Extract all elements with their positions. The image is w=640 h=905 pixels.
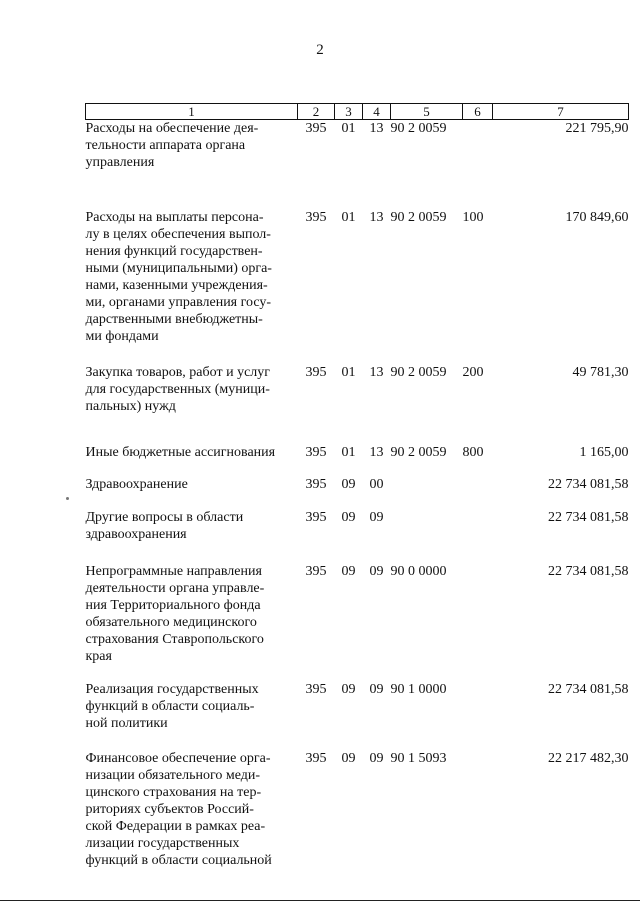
row-code-subsection: 09: [369, 564, 384, 579]
row-code-grbs: 395: [305, 682, 327, 697]
row-code-subsection: 09: [369, 751, 384, 766]
table-row: [86, 563, 629, 681]
row-code-section: 01: [341, 210, 356, 225]
row-code-grbs: 395: [305, 477, 327, 492]
row-code-target: 90 2 0059: [390, 121, 447, 136]
table-row: [86, 750, 629, 869]
row-code-subsection: 00: [369, 477, 384, 492]
row-name: Расходы на обеспечение дея- тельности аппарата органа управления: [85, 121, 259, 170]
table-body: [86, 120, 629, 870]
row-amount: 49 781,30: [572, 365, 629, 380]
row-amount: 22 734 081,58: [548, 564, 629, 579]
row-amount: 22 734 081,58: [548, 477, 629, 492]
row-code-grbs: 395: [305, 510, 327, 525]
row-code-section: 09: [341, 510, 356, 525]
table-row: [86, 444, 629, 476]
table-row: [86, 120, 629, 210]
row-code-grbs: 395: [305, 564, 327, 579]
row-code-target: 90 1 0000: [390, 682, 447, 697]
row-name: Другие вопросы в области здравоохранения: [85, 510, 244, 542]
row-code-section: 01: [341, 445, 356, 460]
row-name: Здравоохранение: [85, 477, 188, 492]
table-row: [86, 681, 629, 750]
column-header-3: 3: [335, 104, 363, 120]
row-code-expense-type: [463, 750, 493, 869]
row-code-subsection: 09: [369, 682, 384, 697]
row-code-section: 01: [341, 365, 356, 380]
table-row: [86, 476, 629, 509]
row-code-expense-type: [463, 476, 493, 509]
row-code-subsection: 13: [369, 445, 384, 460]
row-name: Иные бюджетные ассигнования: [85, 445, 276, 460]
row-code-expense-type: 200: [462, 365, 484, 380]
row-code-expense-type: [463, 681, 493, 750]
row-code-target: 90 0 0000: [390, 564, 447, 579]
column-header-2: 2: [298, 104, 335, 120]
budget-table: [85, 103, 629, 869]
column-header-1: 1: [86, 104, 298, 120]
column-header-5: 5: [391, 104, 463, 120]
row-amount: 22 734 081,58: [548, 682, 629, 697]
table-header-row: [86, 104, 629, 120]
row-name: Финансовое обеспечение орга- низации обязательного меди- цинского страхования на тер- риториях субъектов Россий- ской Федерации в рамках реа- лизации государственных функций в области социальной: [85, 751, 272, 868]
row-code-section: 09: [341, 751, 356, 766]
row-code-target: [391, 509, 463, 563]
row-code-grbs: 395: [305, 210, 327, 225]
row-name: Закупка товаров, работ и услуг для государственных (муници- пальных) нужд: [85, 365, 271, 414]
row-code-section: 01: [341, 121, 356, 136]
row-name: Непрограммные направления деятельности органа управле- ния Территориального фонда обязательного медицинского страхования Ставропольского края: [85, 564, 265, 664]
row-amount: 22 734 081,58: [548, 510, 629, 525]
row-code-expense-type: [463, 120, 493, 210]
row-code-subsection: 09: [369, 510, 384, 525]
row-code-grbs: 395: [305, 365, 327, 380]
row-amount: 22 217 482,30: [548, 751, 629, 766]
row-code-grbs: 395: [305, 445, 327, 460]
page-number: 2: [316, 42, 324, 58]
row-code-section: 09: [341, 477, 356, 492]
column-header-6: 6: [463, 104, 493, 120]
row-code-target: 90 2 0059: [390, 365, 447, 380]
row-code-expense-type: [463, 509, 493, 563]
row-code-section: 09: [341, 682, 356, 697]
row-name: Расходы на выплаты персона- лу в целях обеспечения выпол- нения функций государствен- ными (муниципальными) орга- нами, казенными учреждения- ми, органами управления госу- дарственными внебюджетны- ми фондами: [85, 210, 272, 344]
row-code-grbs: 395: [305, 121, 327, 136]
table-row: [86, 364, 629, 444]
row-code-subsection: 13: [369, 210, 384, 225]
column-header-7: 7: [493, 104, 629, 120]
table-row: [86, 209, 629, 364]
margin-mark: [66, 497, 69, 500]
row-code-target: 90 2 0059: [390, 445, 447, 460]
row-code-expense-type: 100: [462, 210, 484, 225]
table-row: [86, 509, 629, 563]
row-code-section: 09: [341, 564, 356, 579]
row-code-expense-type: [463, 563, 493, 681]
row-code-target: 90 2 0059: [390, 210, 447, 225]
row-code-target: [391, 476, 463, 509]
row-amount: 1 165,00: [579, 445, 629, 460]
row-amount: 170 849,60: [565, 210, 629, 225]
bottom-rule: [0, 900, 640, 901]
row-amount: 221 795,90: [565, 121, 629, 136]
column-header-4: 4: [363, 104, 391, 120]
row-code-expense-type: 800: [462, 445, 484, 460]
row-code-subsection: 13: [369, 121, 384, 136]
row-code-subsection: 13: [369, 365, 384, 380]
row-name: Реализация государственных функций в области социаль- ной политики: [85, 682, 259, 731]
row-code-target: 90 1 5093: [390, 751, 447, 766]
row-code-grbs: 395: [305, 751, 327, 766]
